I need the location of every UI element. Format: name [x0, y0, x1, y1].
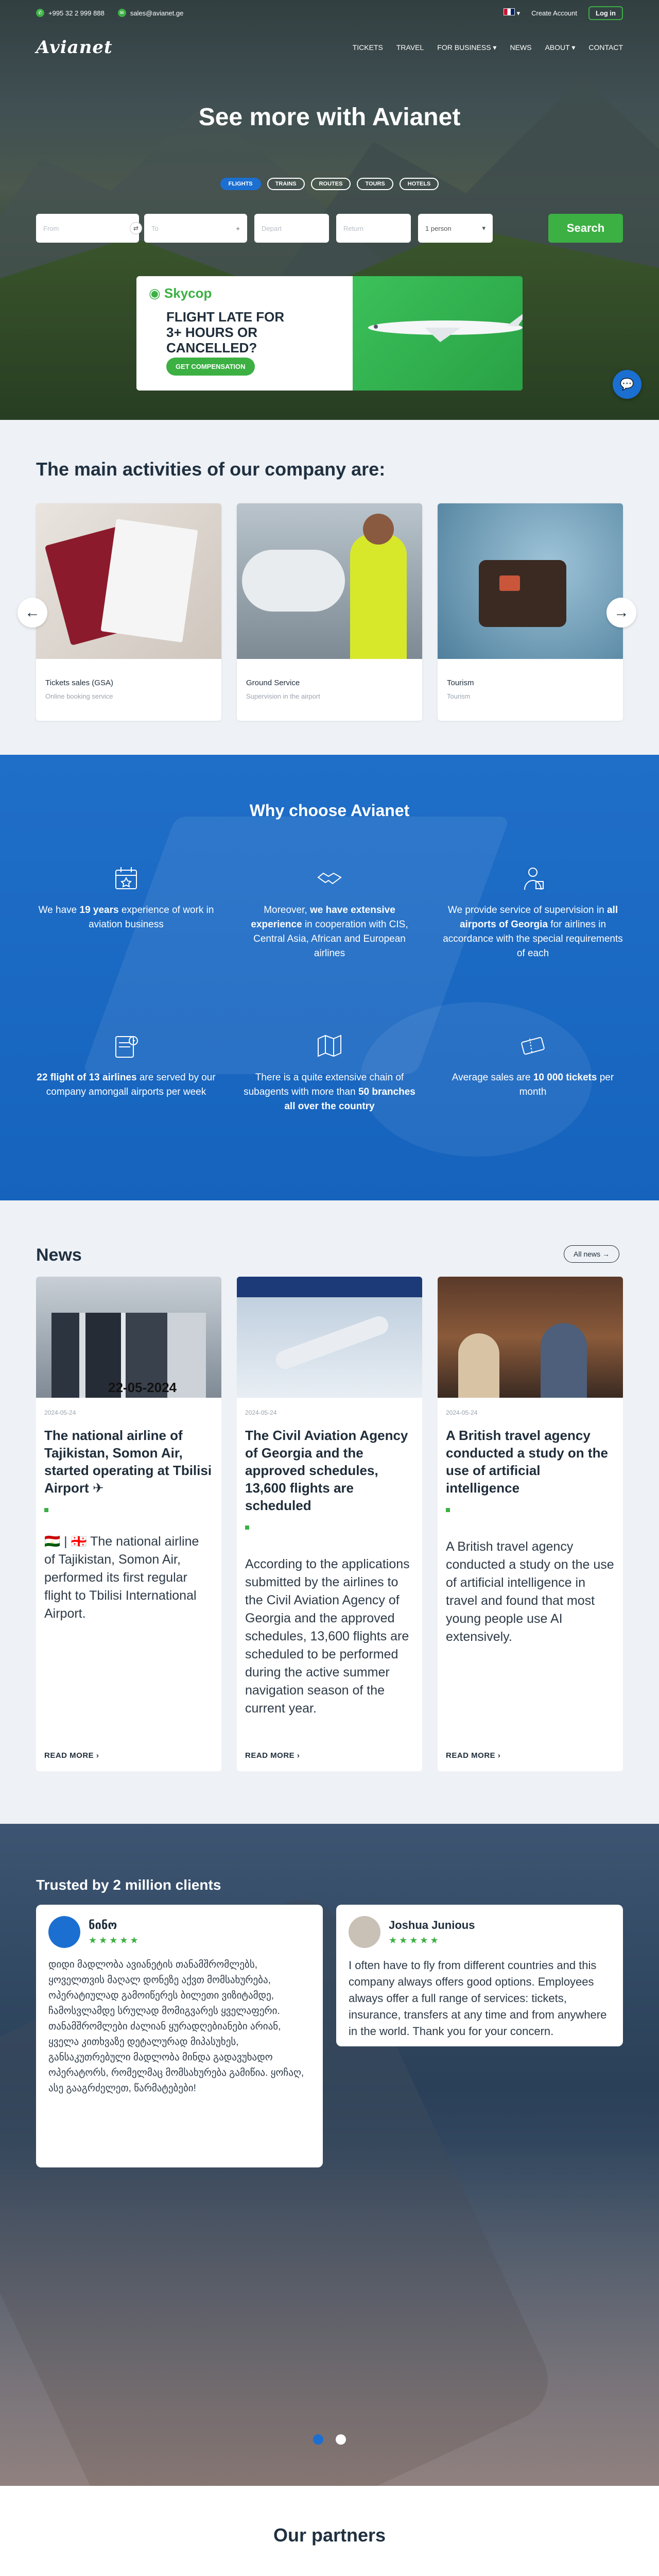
review-card: [336, 1905, 623, 2046]
all-news-button[interactable]: All news →: [564, 1245, 619, 1263]
chevron-down-icon: ▾: [482, 224, 485, 232]
tourism-image: [438, 503, 623, 659]
news-title: News: [36, 1245, 82, 1265]
return-field[interactable]: Return: [336, 214, 411, 243]
staff-icon: [517, 863, 548, 894]
tab-routes[interactable]: ROUTES: [311, 178, 351, 190]
skycop-logo-icon: ◉: [149, 285, 164, 301]
news-excerpt: A British travel agency conducted a study on the use of artificial intelligence in travel and found that most young people use AI extensively.: [446, 1539, 614, 1644]
avatar: [349, 1916, 380, 1948]
arrow-left-icon: ←: [25, 604, 40, 621]
ground-service-image: [237, 503, 422, 659]
tab-flights[interactable]: FLIGHTS: [220, 178, 261, 190]
feature-item: Moreover, we have extensive experience in cooperation with CIS, Central Asia, African and European airlines: [239, 863, 420, 961]
activity-title: Tickets sales (GSA): [45, 679, 113, 687]
search-tabs: [0, 178, 659, 190]
promo-brand: Skycop: [164, 285, 212, 301]
search-button[interactable]: Search: [548, 214, 623, 243]
activities-section: [0, 420, 659, 755]
news-card[interactable]: [438, 1277, 623, 1771]
activities-title: The main activities of our company are:: [36, 459, 386, 480]
activity-subtitle: Online booking service: [45, 692, 113, 700]
partners-section: [0, 2486, 659, 2576]
read-more-link[interactable]: READ MORE ›: [245, 1751, 300, 1760]
why-title: Why choose Avianet: [249, 801, 410, 820]
activity-card[interactable]: [237, 503, 422, 721]
uk-flag-icon: [504, 8, 515, 15]
testimonials-section: [0, 1824, 659, 2486]
news-image: [438, 1277, 623, 1398]
ticket-icon: [517, 1030, 548, 1061]
activity-title: Ground Service: [246, 679, 300, 687]
tickets-image: [36, 503, 221, 659]
create-account-link[interactable]: Create Account: [531, 9, 577, 17]
activity-title: Tourism: [447, 679, 474, 687]
tab-trains[interactable]: TRAINS: [267, 178, 305, 190]
carousel-dot[interactable]: [313, 2434, 323, 2445]
nav-contact[interactable]: CONTACT: [588, 43, 623, 52]
top-bar: [0, 0, 659, 26]
feature-item: Average sales are 10 000 tickets per month: [443, 1030, 623, 1099]
activity-card[interactable]: [36, 503, 221, 721]
flight-search-form: [36, 214, 623, 243]
news-photo-date: 22-05-2024: [108, 1380, 177, 1395]
airplane-icon: [363, 312, 523, 343]
logo[interactable]: Avianet: [36, 37, 113, 58]
phone-icon: ✆: [36, 9, 44, 17]
depart-field[interactable]: Depart: [254, 214, 329, 243]
nav-tickets[interactable]: TICKETS: [352, 43, 383, 52]
nav-travel[interactable]: TRAVEL: [396, 43, 424, 52]
rating-stars: ★★★★★: [89, 1935, 141, 1945]
tab-hotels[interactable]: HOTELS: [400, 178, 439, 190]
nav-for-business[interactable]: FOR BUSINESS ▾: [437, 43, 497, 52]
reviewer-name: ნინო: [89, 1918, 117, 1931]
activity-subtitle: Supervision in the airport: [246, 692, 320, 700]
promo-text: FLIGHT LATE FOR 3+ HOURS OR CANCELLED?: [166, 309, 285, 355]
reviewer-name: Joshua Junious: [389, 1918, 475, 1931]
activity-subtitle: Tourism: [447, 692, 471, 700]
nav-about[interactable]: ABOUT ▾: [545, 43, 576, 52]
news-card[interactable]: [237, 1277, 422, 1771]
top-phone[interactable]: +995 32 2 999 888: [48, 9, 105, 17]
news-date: 2024-05-24: [245, 1409, 277, 1416]
top-email[interactable]: sales@avianet.ge: [130, 9, 184, 17]
main-nav: [36, 37, 623, 58]
feature-item: We have 19 years experience of work in aviation business: [36, 863, 216, 932]
news-date: 2024-05-24: [44, 1409, 76, 1416]
plus-icon: +: [236, 224, 240, 232]
testimonials-title: Trusted by 2 million clients: [36, 1877, 221, 1893]
review-text: დიდი მადლობა ავიანეტის თანამშრომლებს, ყოველთვის მაღალ დონეზე აქვთ მომსახურება, ოპერატიულად გამოიწერეს ბილეთი ვიზიტამდე, ჩამოსვლამდე სრულად მომიგვარეს ყველაფერი. თანამშრომლები ძალიან ყურადღებიანები არიან, ყველა კითხვაზე დეტალურად მიპასუხეს, განსაკუთრებული მადლობა მინდა გადავუხადო ოპერატორს, რომელმაც მომსახურება გამიწია. ყოჩაღ, ასე გააგრძელეთ, წარმატებები!: [48, 1959, 304, 2094]
news-section: [0, 1200, 659, 1824]
news-date: 2024-05-24: [446, 1409, 478, 1416]
news-card[interactable]: [36, 1277, 221, 1771]
news-excerpt: According to the applications submitted by the airlines to the Civil Aviation Agency of Georgia and the approved schedules, 13,600 flights are scheduled to be performed during the active summer navigation season of the current year.: [245, 1557, 410, 1716]
login-button[interactable]: Log in: [588, 6, 623, 20]
why-section: [0, 755, 659, 1200]
activity-card[interactable]: [438, 503, 623, 721]
read-more-link[interactable]: READ MORE ›: [446, 1751, 501, 1760]
tab-tours[interactable]: TOURS: [357, 178, 393, 190]
language-selector[interactable]: [504, 8, 520, 18]
chat-icon[interactable]: 💬: [613, 370, 641, 399]
news-headline[interactable]: A British travel agency conducted a study on the use of artificial intelligence: [446, 1428, 608, 1496]
news-image: [237, 1277, 422, 1398]
news-headline[interactable]: The Civil Aviation Agency of Georgia and the approved schedules, 13,600 flights are scheduled: [245, 1428, 408, 1513]
review-text: I often have to fly from different countries and this company always offers good options. Employees always offer a full range of services: tickets, insurance, transfers at any time and from anywhere in the world. Thank you for your concern.: [349, 1959, 607, 2038]
nav-news[interactable]: NEWS: [510, 43, 532, 52]
news-image: [36, 1277, 221, 1398]
news-headline[interactable]: The national airline of Tajikistan, Somon Air, started operating at Tbilisi Airport ✈: [44, 1428, 212, 1496]
news-excerpt: 🇹🇯 | 🇬🇪 The national airline of Tajikistan, Somon Air, performed its first regular flight to Tbilisi International Airport.: [44, 1534, 199, 1621]
review-card: [36, 1905, 323, 2167]
feature-item: There is a quite extensive chain of subagents with more than 50 branches all over the country: [239, 1030, 420, 1114]
feature-item: 22 flight of 13 airlines are served by our company amongall airports per week: [36, 1030, 216, 1099]
avatar: [48, 1916, 80, 1948]
to-field[interactable]: To +: [144, 214, 247, 243]
hero-section: [0, 0, 659, 420]
read-more-link[interactable]: READ MORE ›: [44, 1751, 99, 1760]
hero-title: See more with Avianet: [198, 104, 461, 131]
from-field[interactable]: From ⇄: [36, 214, 139, 243]
map-icon: [314, 1030, 345, 1061]
promo-banner[interactable]: [136, 276, 523, 391]
swap-icon[interactable]: ⇄: [130, 222, 142, 234]
rating-stars: ★★★★★: [389, 1935, 441, 1945]
schedule-icon: [111, 1030, 142, 1061]
calendar-icon: [111, 863, 142, 894]
partners-title: Our partners: [273, 2524, 386, 2546]
handshake-icon: [314, 863, 345, 894]
passengers-select[interactable]: 1 person ▾: [418, 214, 493, 243]
feature-item: We provide service of supervision in all airports of Georgia for airlines in accordance with the special requirements of each: [443, 863, 623, 961]
carousel-dot[interactable]: [336, 2434, 346, 2445]
promo-button[interactable]: GET COMPENSATION: [166, 358, 255, 376]
slider-next-button[interactable]: [606, 598, 636, 628]
mail-icon: ✉: [118, 9, 126, 17]
arrow-right-icon: →: [614, 604, 629, 621]
slider-prev-button[interactable]: [18, 598, 47, 628]
chevron-down-icon: ▾: [516, 9, 521, 17]
